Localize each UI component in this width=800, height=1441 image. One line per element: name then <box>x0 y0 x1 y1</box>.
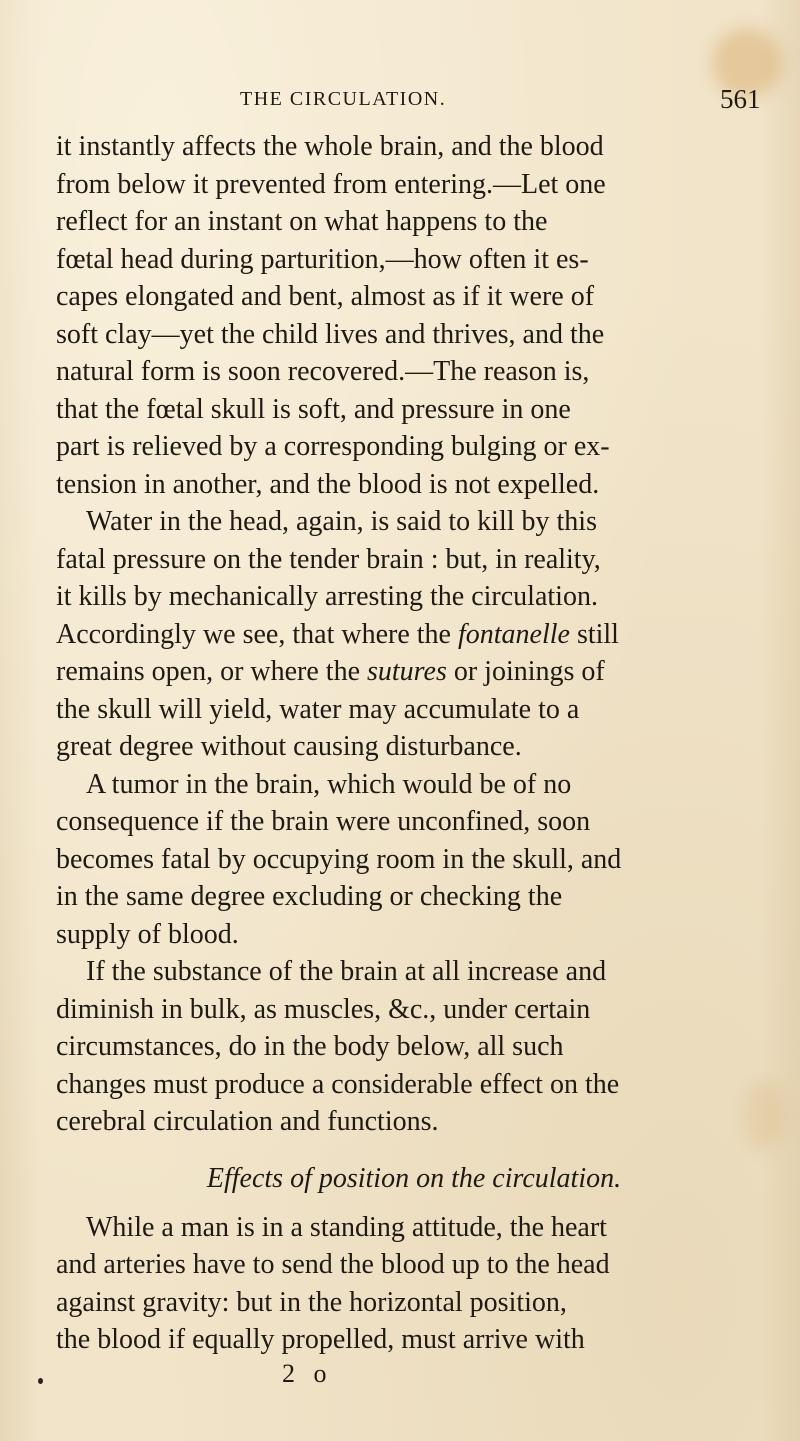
page-number: 561 <box>720 84 761 114</box>
text-line: cerebral circulation and functions. <box>56 1106 439 1137</box>
body-text <box>56 128 752 1389</box>
text-line: A tumor in the brain, which would be of no <box>86 768 572 800</box>
text-line: the skull will yield, water may accumulate to a <box>56 693 580 725</box>
text-line: soft clay—yet the child lives and thrives, and the <box>56 318 605 350</box>
signature-mark: 2 o <box>282 1358 333 1388</box>
text-line: consequence if the brain were unconfined, soon <box>56 806 591 837</box>
text-line: While a man is in a standing attitude, the heart <box>86 1211 607 1243</box>
text-line: from below it prevented from entering.—Let one <box>56 168 606 200</box>
text-line: reflect for an instant on what happens to the <box>56 206 548 237</box>
text-line: it kills by mechanically arresting the circulation. <box>56 581 598 612</box>
text-line: Accordingly we see, that where the fontanelle still <box>56 618 619 650</box>
text-line: tension in another, and the blood is not expelled. <box>56 468 600 500</box>
text-line: that the fœtal skull is soft, and pressure in one <box>56 393 571 425</box>
text-line: great degree without causing disturbance. <box>56 731 522 762</box>
text-line: diminish in bulk, as muscles, &c., under certain <box>56 993 591 1025</box>
text-line: supply of blood. <box>56 918 239 950</box>
page-header <box>0 86 800 116</box>
text-line: it instantly affects the whole brain, and the blood <box>56 131 604 162</box>
text-line: capes elongated and bent, almost as if it were of <box>56 281 595 312</box>
text-line: Water in the head, again, is said to kill by this <box>86 506 597 537</box>
text-line: fœtal head during parturition,—how often it es- <box>56 243 589 275</box>
text-line: and arteries have to send the blood up to the head <box>56 1249 610 1280</box>
ink-dot <box>38 1378 43 1384</box>
running-title: THE CIRCULATION. <box>240 88 447 110</box>
text-line: fatal pressure on the tender brain : but, in reality, <box>56 543 601 575</box>
text-line: part is relieved by a corresponding bulging or ex- <box>56 431 610 462</box>
text-line: in the same degree excluding or checking the <box>56 881 563 912</box>
text-line: becomes fatal by occupying room in the skull, and <box>56 843 622 875</box>
text-line: circumstances, do in the body below, all such <box>56 1031 564 1062</box>
text-line: If the substance of the brain at all increase and <box>86 956 607 987</box>
section-heading: Effects of position on the circulation. <box>206 1162 622 1194</box>
text-line: the blood if equally propelled, must arrive with <box>56 1324 585 1355</box>
text-line: against gravity: but in the horizontal position, <box>56 1286 567 1318</box>
text-line: changes must produce a considerable effect on the <box>56 1068 620 1100</box>
italic-term-fontanelle: fontanelle <box>457 618 570 650</box>
text-line: natural form is soon recovered.—The reason is, <box>56 356 590 387</box>
text-line: remains open, or where the sutures or joinings of <box>56 656 605 687</box>
italic-term-sutures: sutures <box>367 656 447 687</box>
